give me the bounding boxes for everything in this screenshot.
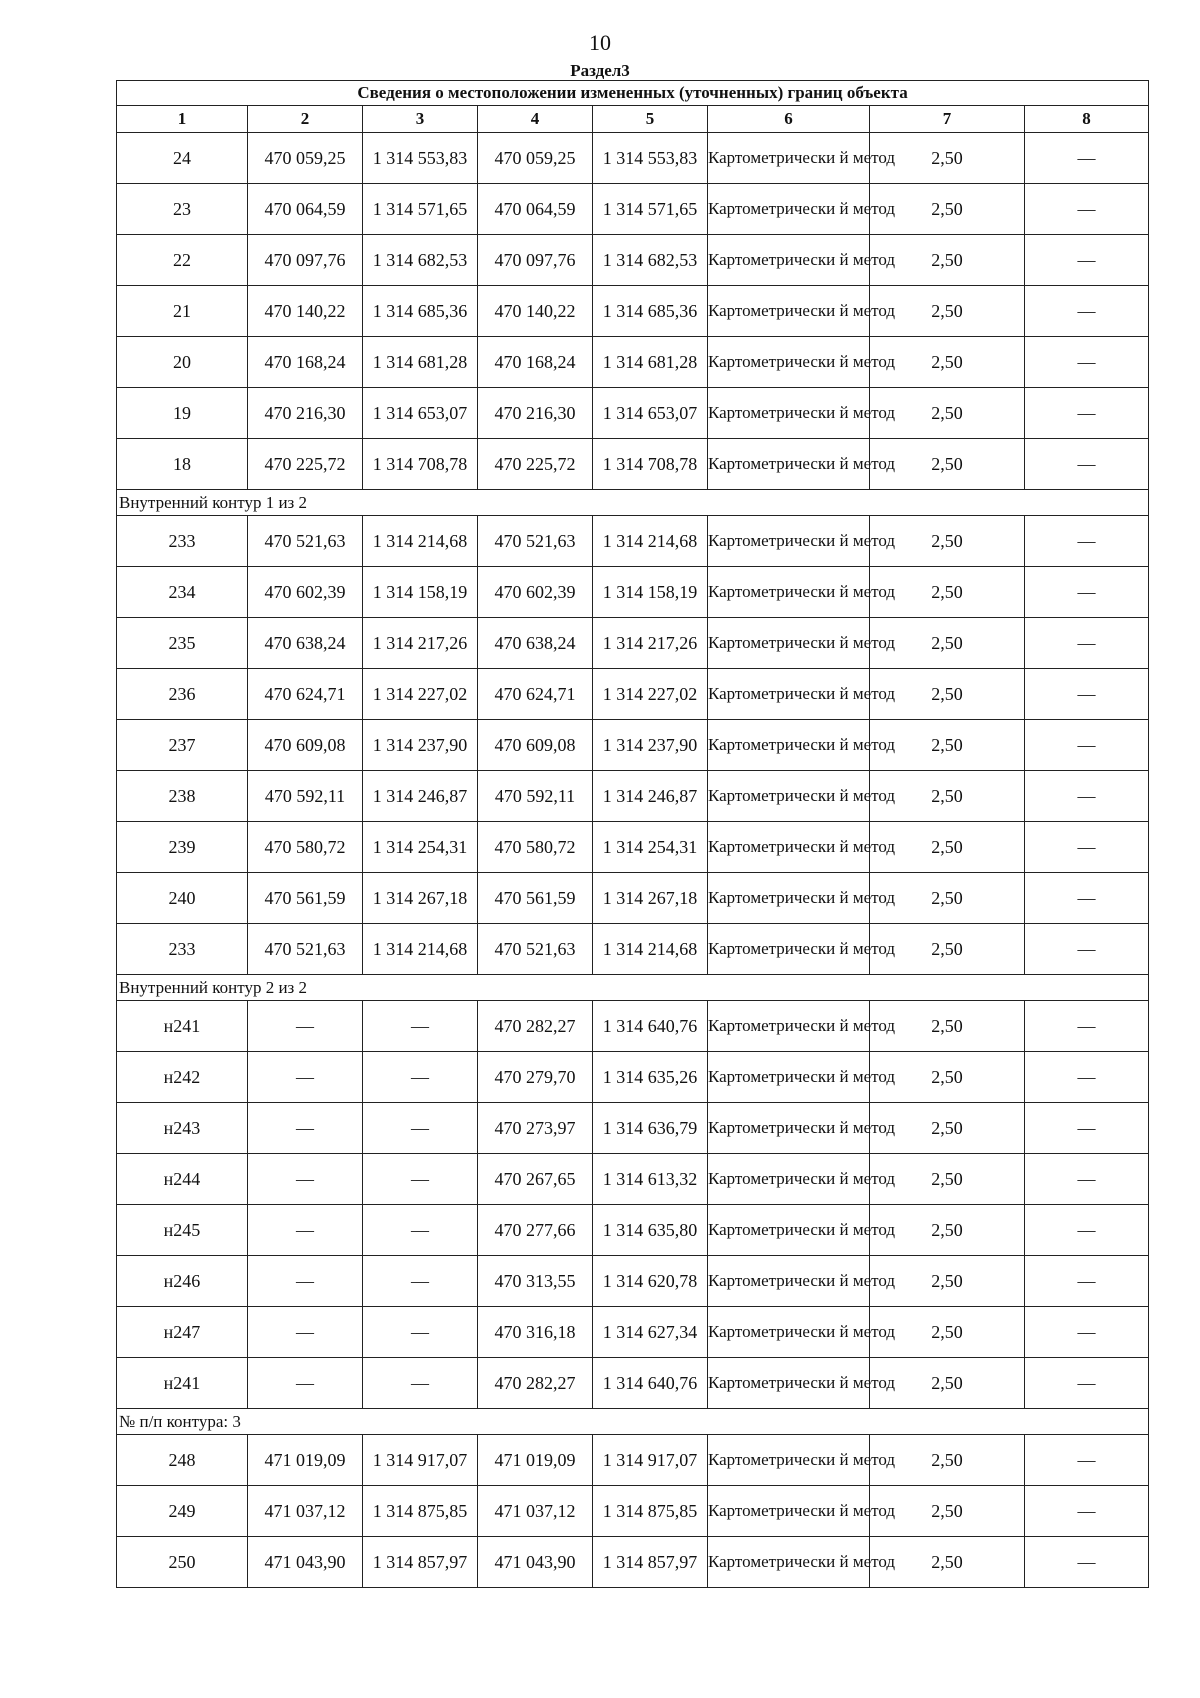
method-cell: Картометрически й метод	[708, 1001, 870, 1052]
existing-x-cell: 470 592,11	[248, 771, 363, 822]
table-row	[117, 822, 1149, 873]
new-x-cell: 470 313,55	[478, 1256, 593, 1307]
point-number-cell: н241	[117, 1001, 248, 1052]
point-number-cell: н246	[117, 1256, 248, 1307]
existing-y-cell: 1 314 708,78	[363, 439, 478, 490]
table-row	[117, 337, 1149, 388]
accuracy-cell: 2,50	[870, 1435, 1025, 1486]
existing-y-cell: —	[363, 1103, 478, 1154]
table-row	[117, 1358, 1149, 1409]
table-row	[117, 388, 1149, 439]
new-y-cell: 1 314 214,68	[593, 516, 708, 567]
new-x-cell: 470 225,72	[478, 439, 593, 490]
boundary-coordinates-table	[116, 80, 1149, 1588]
point-number-cell: 249	[117, 1486, 248, 1537]
description-cell: —	[1025, 873, 1149, 924]
existing-x-cell: 470 140,22	[248, 286, 363, 337]
description-cell: —	[1025, 1358, 1149, 1409]
contour-group-label: Внутренний контур 2 из 2	[117, 975, 1149, 1001]
new-x-cell: 470 580,72	[478, 822, 593, 873]
point-number-cell: 22	[117, 235, 248, 286]
new-x-cell: 470 561,59	[478, 873, 593, 924]
new-x-cell: 470 624,71	[478, 669, 593, 720]
method-cell: Картометрически й метод	[708, 1256, 870, 1307]
new-y-cell: 1 314 214,68	[593, 924, 708, 975]
new-y-cell: 1 314 708,78	[593, 439, 708, 490]
table-row	[117, 1052, 1149, 1103]
accuracy-cell: 2,50	[870, 1001, 1025, 1052]
description-cell: —	[1025, 337, 1149, 388]
table-row	[117, 1205, 1149, 1256]
existing-y-cell: 1 314 254,31	[363, 822, 478, 873]
new-x-cell: 470 097,76	[478, 235, 593, 286]
method-cell: Картометрически й метод	[708, 184, 870, 235]
new-x-cell: 470 140,22	[478, 286, 593, 337]
column-number-row	[117, 106, 1149, 133]
existing-x-cell: 470 521,63	[248, 516, 363, 567]
existing-y-cell: —	[363, 1256, 478, 1307]
point-number-cell: 234	[117, 567, 248, 618]
point-number-cell: 250	[117, 1537, 248, 1588]
existing-x-cell: 471 043,90	[248, 1537, 363, 1588]
method-cell: Картометрически й метод	[708, 924, 870, 975]
description-cell: —	[1025, 439, 1149, 490]
new-x-cell: 470 282,27	[478, 1001, 593, 1052]
description-cell: —	[1025, 1103, 1149, 1154]
method-cell: Картометрически й метод	[708, 720, 870, 771]
new-x-cell: 471 043,90	[478, 1537, 593, 1588]
existing-x-cell: —	[248, 1358, 363, 1409]
table-row	[117, 286, 1149, 337]
table-row	[117, 567, 1149, 618]
existing-y-cell: 1 314 217,26	[363, 618, 478, 669]
accuracy-cell: 2,50	[870, 720, 1025, 771]
existing-x-cell: 470 624,71	[248, 669, 363, 720]
accuracy-cell: 2,50	[870, 924, 1025, 975]
existing-x-cell: 470 609,08	[248, 720, 363, 771]
method-cell: Картометрически й метод	[708, 1052, 870, 1103]
new-y-cell: 1 314 217,26	[593, 618, 708, 669]
accuracy-cell: 2,50	[870, 669, 1025, 720]
new-y-cell: 1 314 627,34	[593, 1307, 708, 1358]
new-x-cell: 470 638,24	[478, 618, 593, 669]
accuracy-cell: 2,50	[870, 822, 1025, 873]
contour-group-row	[117, 490, 1149, 516]
accuracy-cell: 2,50	[870, 1486, 1025, 1537]
method-cell: Картометрически й метод	[708, 1103, 870, 1154]
table-row	[117, 516, 1149, 567]
column-number: 3	[363, 106, 478, 133]
existing-x-cell: —	[248, 1154, 363, 1205]
column-number: 6	[708, 106, 870, 133]
new-y-cell: 1 314 875,85	[593, 1486, 708, 1537]
method-cell: Картометрически й метод	[708, 516, 870, 567]
existing-x-cell: —	[248, 1256, 363, 1307]
table-row	[117, 720, 1149, 771]
existing-x-cell: 470 216,30	[248, 388, 363, 439]
description-cell: —	[1025, 720, 1149, 771]
table-row	[117, 1537, 1149, 1588]
accuracy-cell: 2,50	[870, 439, 1025, 490]
existing-y-cell: —	[363, 1205, 478, 1256]
existing-y-cell: 1 314 653,07	[363, 388, 478, 439]
table-row	[117, 771, 1149, 822]
existing-y-cell: —	[363, 1358, 478, 1409]
new-y-cell: 1 314 237,90	[593, 720, 708, 771]
method-cell: Картометрически й метод	[708, 337, 870, 388]
description-cell: —	[1025, 822, 1149, 873]
column-number: 2	[248, 106, 363, 133]
new-x-cell: 470 277,66	[478, 1205, 593, 1256]
accuracy-cell: 2,50	[870, 1154, 1025, 1205]
new-x-cell: 470 282,27	[478, 1358, 593, 1409]
accuracy-cell: 2,50	[870, 1205, 1025, 1256]
table-row	[117, 235, 1149, 286]
table-row	[117, 439, 1149, 490]
new-x-cell: 470 521,63	[478, 924, 593, 975]
existing-x-cell: —	[248, 1307, 363, 1358]
table-row	[117, 1486, 1149, 1537]
column-number: 1	[117, 106, 248, 133]
new-y-cell: 1 314 553,83	[593, 133, 708, 184]
method-cell: Картометрически й метод	[708, 1358, 870, 1409]
existing-y-cell: —	[363, 1307, 478, 1358]
new-y-cell: 1 314 158,19	[593, 567, 708, 618]
point-number-cell: 237	[117, 720, 248, 771]
contour-group-label: № п/п контура: 3	[117, 1409, 1149, 1435]
existing-x-cell: 470 580,72	[248, 822, 363, 873]
existing-y-cell: 1 314 682,53	[363, 235, 478, 286]
new-x-cell: 470 521,63	[478, 516, 593, 567]
new-y-cell: 1 314 682,53	[593, 235, 708, 286]
existing-x-cell: 470 097,76	[248, 235, 363, 286]
existing-y-cell: 1 314 214,68	[363, 924, 478, 975]
existing-y-cell: —	[363, 1154, 478, 1205]
point-number-cell: 233	[117, 516, 248, 567]
description-cell: —	[1025, 618, 1149, 669]
new-y-cell: 1 314 635,26	[593, 1052, 708, 1103]
method-cell: Картометрически й метод	[708, 1154, 870, 1205]
method-cell: Картометрически й метод	[708, 669, 870, 720]
new-y-cell: 1 314 571,65	[593, 184, 708, 235]
existing-y-cell: —	[363, 1001, 478, 1052]
point-number-cell: н244	[117, 1154, 248, 1205]
new-y-cell: 1 314 635,80	[593, 1205, 708, 1256]
description-cell: —	[1025, 388, 1149, 439]
description-cell: —	[1025, 771, 1149, 822]
point-number-cell: 23	[117, 184, 248, 235]
existing-x-cell: —	[248, 1103, 363, 1154]
method-cell: Картометрически й метод	[708, 1537, 870, 1588]
method-cell: Картометрически й метод	[708, 439, 870, 490]
existing-y-cell: 1 314 685,36	[363, 286, 478, 337]
new-x-cell: 470 592,11	[478, 771, 593, 822]
description-cell: —	[1025, 1052, 1149, 1103]
existing-x-cell: 470 225,72	[248, 439, 363, 490]
method-cell: Картометрически й метод	[708, 1307, 870, 1358]
accuracy-cell: 2,50	[870, 1537, 1025, 1588]
point-number-cell: 235	[117, 618, 248, 669]
table-caption: Сведения о местоположении измененных (уточненных) границ объекта	[117, 81, 1149, 106]
description-cell: —	[1025, 235, 1149, 286]
existing-x-cell: 470 561,59	[248, 873, 363, 924]
new-x-cell: 470 279,70	[478, 1052, 593, 1103]
new-x-cell: 470 168,24	[478, 337, 593, 388]
point-number-cell: 248	[117, 1435, 248, 1486]
point-number-cell: 21	[117, 286, 248, 337]
new-y-cell: 1 314 254,31	[593, 822, 708, 873]
existing-x-cell: —	[248, 1205, 363, 1256]
new-x-cell: 471 037,12	[478, 1486, 593, 1537]
point-number-cell: 240	[117, 873, 248, 924]
accuracy-cell: 2,50	[870, 1358, 1025, 1409]
existing-x-cell: 470 521,63	[248, 924, 363, 975]
point-number-cell: 24	[117, 133, 248, 184]
new-y-cell: 1 314 653,07	[593, 388, 708, 439]
column-number: 7	[870, 106, 1025, 133]
method-cell: Картометрически й метод	[708, 235, 870, 286]
accuracy-cell: 2,50	[870, 1256, 1025, 1307]
method-cell: Картометрически й метод	[708, 388, 870, 439]
point-number-cell: 20	[117, 337, 248, 388]
point-number-cell: 236	[117, 669, 248, 720]
description-cell: —	[1025, 133, 1149, 184]
new-x-cell: 471 019,09	[478, 1435, 593, 1486]
existing-x-cell: 471 037,12	[248, 1486, 363, 1537]
accuracy-cell: 2,50	[870, 618, 1025, 669]
method-cell: Картометрически й метод	[708, 873, 870, 924]
existing-y-cell: 1 314 571,65	[363, 184, 478, 235]
existing-y-cell: 1 314 237,90	[363, 720, 478, 771]
contour-group-label: Внутренний контур 1 из 2	[117, 490, 1149, 516]
table-row	[117, 184, 1149, 235]
new-x-cell: 470 273,97	[478, 1103, 593, 1154]
existing-y-cell: 1 314 875,85	[363, 1486, 478, 1537]
point-number-cell: н245	[117, 1205, 248, 1256]
new-x-cell: 470 609,08	[478, 720, 593, 771]
existing-x-cell: 470 168,24	[248, 337, 363, 388]
description-cell: —	[1025, 1154, 1149, 1205]
table-row	[117, 1154, 1149, 1205]
column-number: 8	[1025, 106, 1149, 133]
new-x-cell: 470 267,65	[478, 1154, 593, 1205]
point-number-cell: 19	[117, 388, 248, 439]
method-cell: Картометрически й метод	[708, 1435, 870, 1486]
point-number-cell: 233	[117, 924, 248, 975]
accuracy-cell: 2,50	[870, 235, 1025, 286]
table-row	[117, 1435, 1149, 1486]
accuracy-cell: 2,50	[870, 337, 1025, 388]
point-number-cell: 18	[117, 439, 248, 490]
new-x-cell: 470 216,30	[478, 388, 593, 439]
existing-y-cell: 1 314 857,97	[363, 1537, 478, 1588]
new-y-cell: 1 314 640,76	[593, 1001, 708, 1052]
new-x-cell: 470 316,18	[478, 1307, 593, 1358]
point-number-cell: н247	[117, 1307, 248, 1358]
accuracy-cell: 2,50	[870, 873, 1025, 924]
point-number-cell: 239	[117, 822, 248, 873]
description-cell: —	[1025, 516, 1149, 567]
existing-y-cell: 1 314 227,02	[363, 669, 478, 720]
accuracy-cell: 2,50	[870, 1307, 1025, 1358]
description-cell: —	[1025, 286, 1149, 337]
table-row	[117, 133, 1149, 184]
new-y-cell: 1 314 227,02	[593, 669, 708, 720]
existing-x-cell: 470 602,39	[248, 567, 363, 618]
accuracy-cell: 2,50	[870, 184, 1025, 235]
existing-x-cell: 471 019,09	[248, 1435, 363, 1486]
new-y-cell: 1 314 246,87	[593, 771, 708, 822]
table-row	[117, 1001, 1149, 1052]
new-y-cell: 1 314 636,79	[593, 1103, 708, 1154]
new-y-cell: 1 314 620,78	[593, 1256, 708, 1307]
description-cell: —	[1025, 669, 1149, 720]
section-title: Раздел3	[570, 61, 630, 80]
accuracy-cell: 2,50	[870, 516, 1025, 567]
new-x-cell: 470 059,25	[478, 133, 593, 184]
description-cell: —	[1025, 1537, 1149, 1588]
column-number: 5	[593, 106, 708, 133]
column-number: 4	[478, 106, 593, 133]
point-number-cell: 238	[117, 771, 248, 822]
description-cell: —	[1025, 567, 1149, 618]
accuracy-cell: 2,50	[870, 133, 1025, 184]
table-row	[117, 1307, 1149, 1358]
new-y-cell: 1 314 857,97	[593, 1537, 708, 1588]
existing-x-cell: —	[248, 1052, 363, 1103]
accuracy-cell: 2,50	[870, 771, 1025, 822]
existing-y-cell: 1 314 553,83	[363, 133, 478, 184]
accuracy-cell: 2,50	[870, 567, 1025, 618]
point-number-cell: н241	[117, 1358, 248, 1409]
existing-y-cell: 1 314 158,19	[363, 567, 478, 618]
new-x-cell: 470 602,39	[478, 567, 593, 618]
new-y-cell: 1 314 681,28	[593, 337, 708, 388]
point-number-cell: н242	[117, 1052, 248, 1103]
description-cell: —	[1025, 184, 1149, 235]
existing-y-cell: 1 314 214,68	[363, 516, 478, 567]
method-cell: Картометрически й метод	[708, 1486, 870, 1537]
table-row	[117, 618, 1149, 669]
method-cell: Картометрически й метод	[708, 286, 870, 337]
table-caption-row	[117, 81, 1149, 106]
table-row	[117, 1256, 1149, 1307]
new-y-cell: 1 314 267,18	[593, 873, 708, 924]
method-cell: Картометрически й метод	[708, 133, 870, 184]
existing-y-cell: 1 314 681,28	[363, 337, 478, 388]
existing-x-cell: 470 064,59	[248, 184, 363, 235]
table-body	[117, 133, 1149, 1588]
description-cell: —	[1025, 924, 1149, 975]
description-cell: —	[1025, 1307, 1149, 1358]
table-row	[117, 873, 1149, 924]
accuracy-cell: 2,50	[870, 1052, 1025, 1103]
existing-x-cell: 470 059,25	[248, 133, 363, 184]
description-cell: —	[1025, 1486, 1149, 1537]
new-y-cell: 1 314 613,32	[593, 1154, 708, 1205]
table-row	[117, 669, 1149, 720]
table-row	[117, 924, 1149, 975]
accuracy-cell: 2,50	[870, 388, 1025, 439]
method-cell: Картометрически й метод	[708, 1205, 870, 1256]
description-cell: —	[1025, 1001, 1149, 1052]
new-y-cell: 1 314 640,76	[593, 1358, 708, 1409]
new-x-cell: 470 064,59	[478, 184, 593, 235]
method-cell: Картометрически й метод	[708, 822, 870, 873]
existing-x-cell: 470 638,24	[248, 618, 363, 669]
description-cell: —	[1025, 1205, 1149, 1256]
accuracy-cell: 2,50	[870, 286, 1025, 337]
method-cell: Картометрически й метод	[708, 567, 870, 618]
existing-y-cell: —	[363, 1052, 478, 1103]
method-cell: Картометрически й метод	[708, 771, 870, 822]
new-y-cell: 1 314 685,36	[593, 286, 708, 337]
description-cell: —	[1025, 1256, 1149, 1307]
existing-y-cell: 1 314 246,87	[363, 771, 478, 822]
existing-y-cell: 1 314 267,18	[363, 873, 478, 924]
description-cell: —	[1025, 1435, 1149, 1486]
method-cell: Картометрически й метод	[708, 618, 870, 669]
accuracy-cell: 2,50	[870, 1103, 1025, 1154]
new-y-cell: 1 314 917,07	[593, 1435, 708, 1486]
existing-x-cell: —	[248, 1001, 363, 1052]
existing-y-cell: 1 314 917,07	[363, 1435, 478, 1486]
table-row	[117, 1103, 1149, 1154]
page-number: 10	[589, 30, 611, 55]
contour-group-row	[117, 975, 1149, 1001]
point-number-cell: н243	[117, 1103, 248, 1154]
contour-group-row	[117, 1409, 1149, 1435]
